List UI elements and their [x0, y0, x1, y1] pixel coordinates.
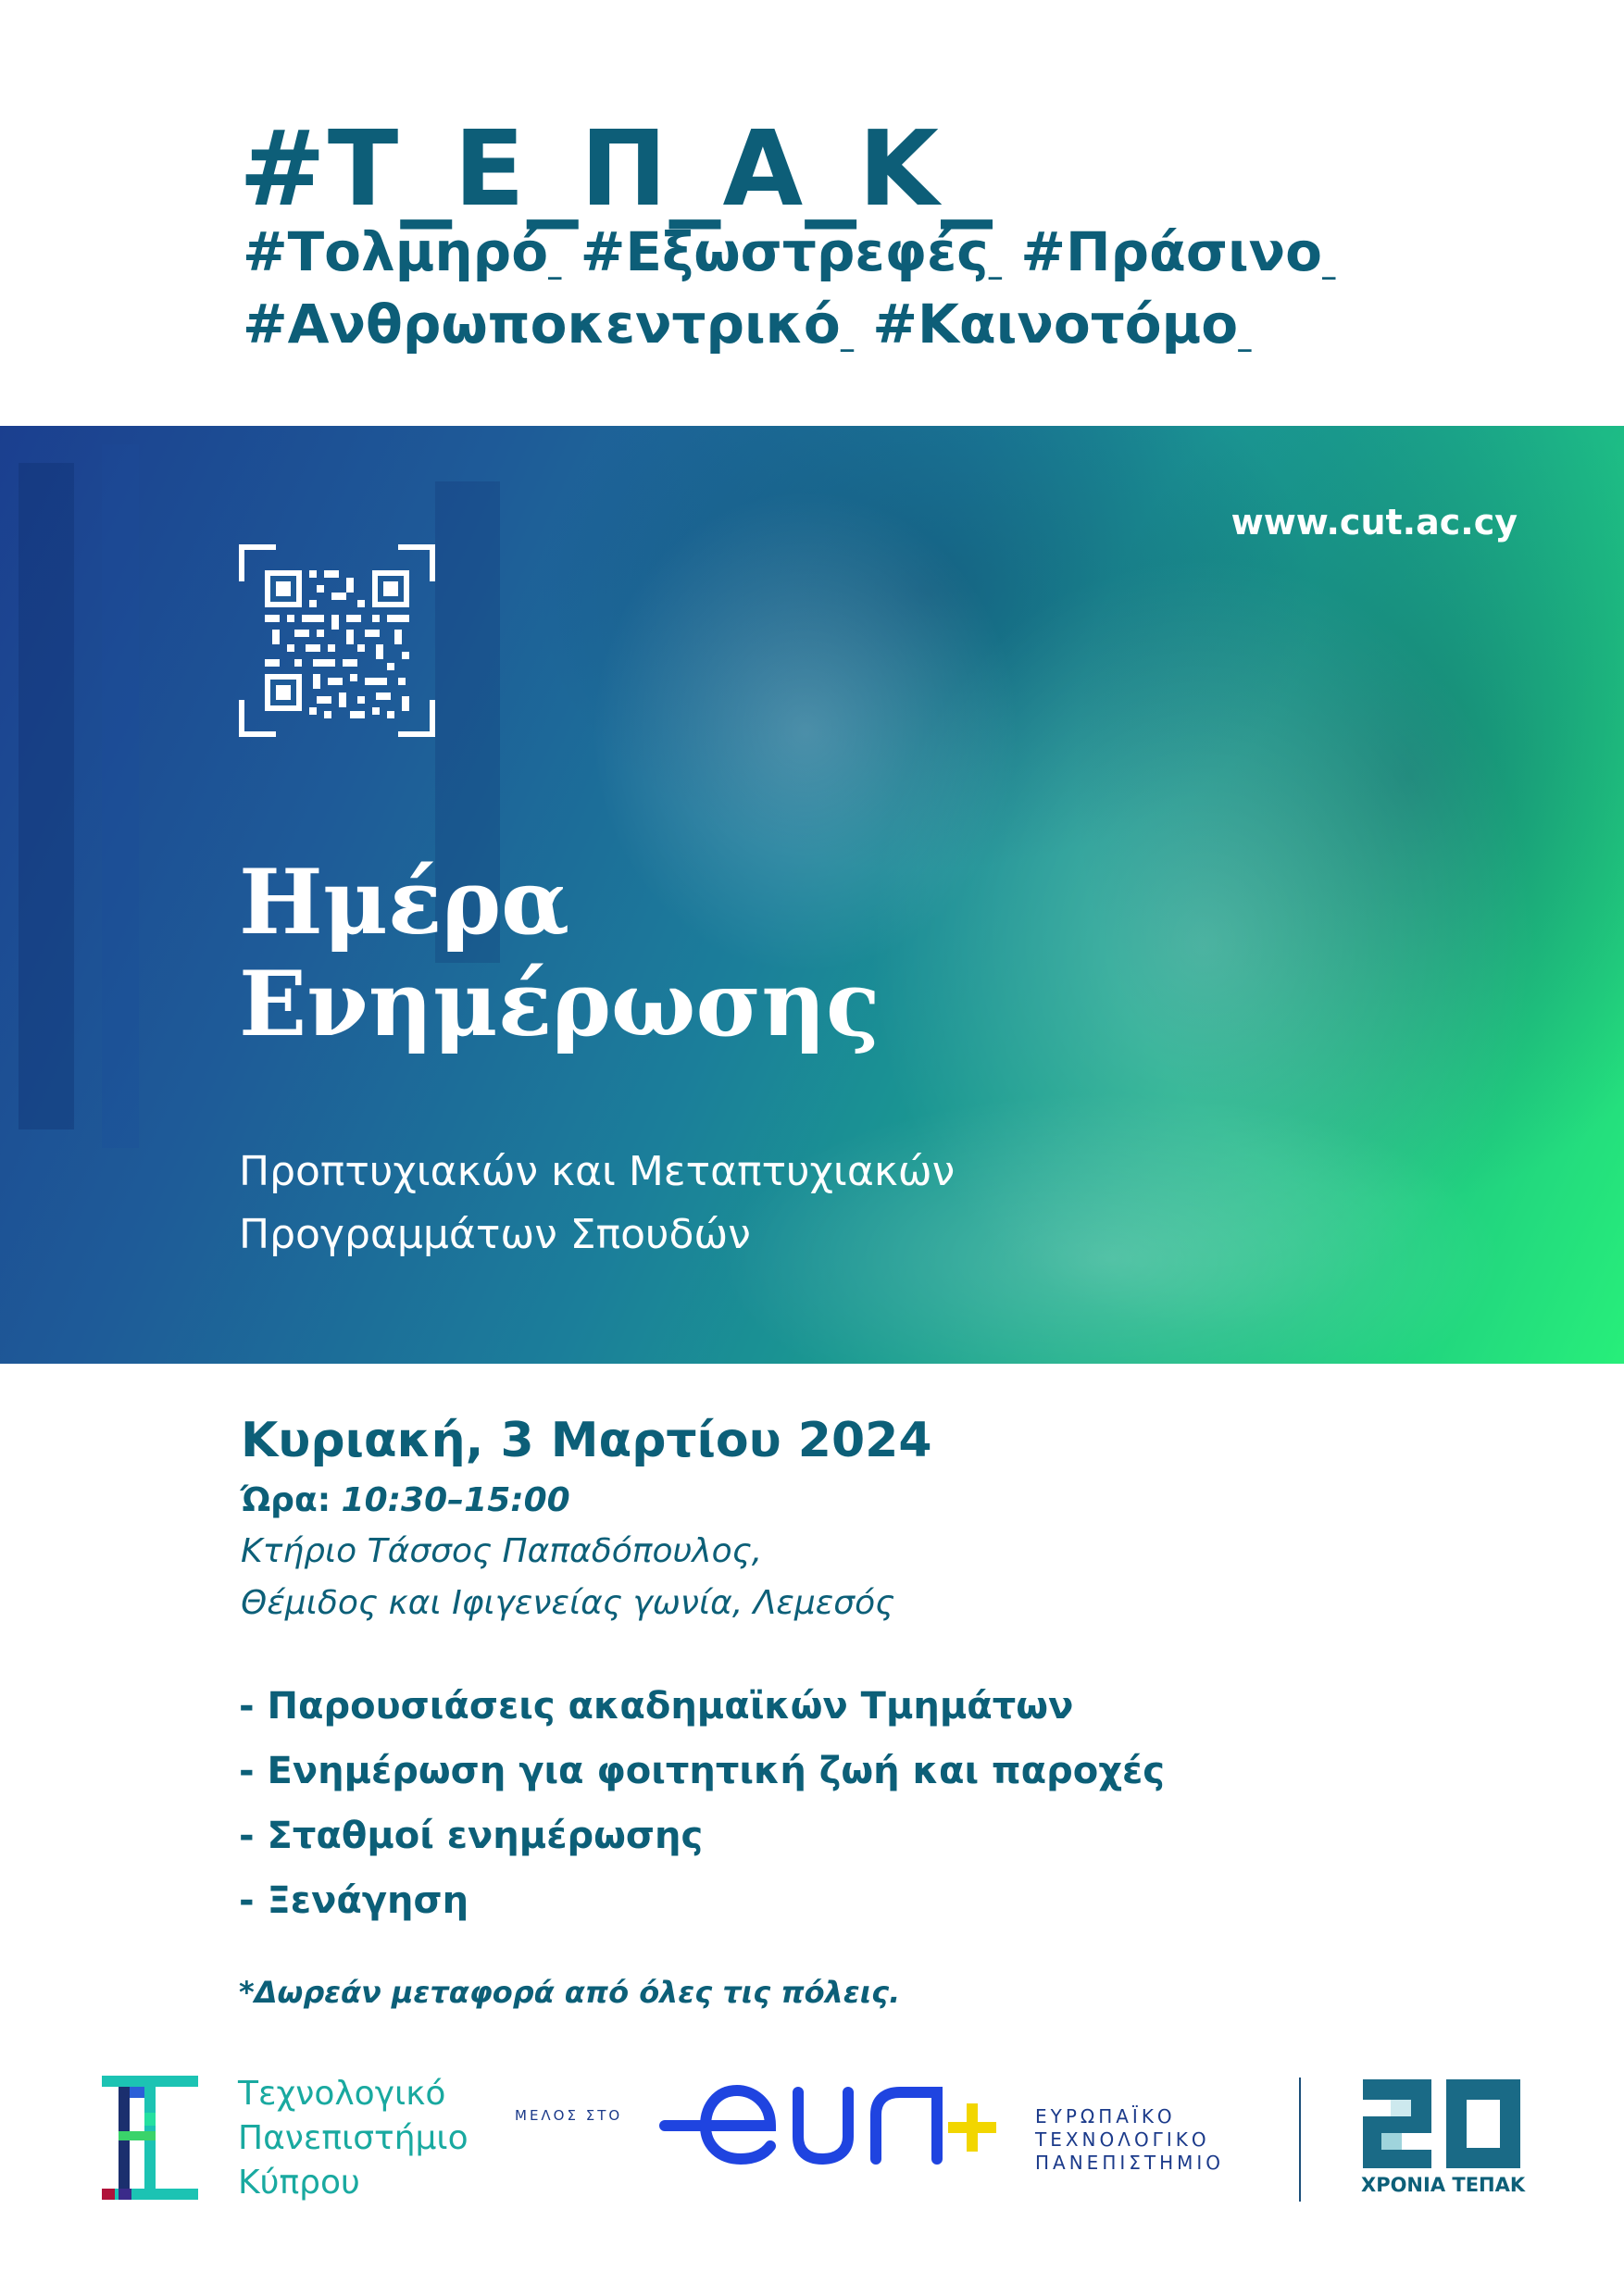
event-title	[239, 852, 880, 1055]
anniversary-20-logo-icon	[1363, 2079, 1520, 2168]
hashtag: #Καινοτόμο	[872, 293, 1239, 356]
event-subtitle-line-1: Προπτυχιακών και Μεταπτυχιακών	[239, 1148, 956, 1195]
time-label: Ώρα:	[241, 1481, 331, 1519]
footer-divider	[1299, 2078, 1301, 2202]
list-item: - Παρουσιάσεις ακαδημαϊκών Τμημάτων	[239, 1685, 1074, 1728]
event-subtitle	[239, 1141, 955, 1267]
qr-code-icon[interactable]	[239, 544, 435, 737]
hashtag: #Εξωστρεφές	[580, 220, 989, 283]
list-item: - Σταθμοί ενημέρωσης	[239, 1815, 704, 1857]
hashtags-line-1: #Τολμηρό_ #Εξωστρεφές_ #Πράσινο_	[243, 220, 1336, 283]
event-time	[241, 1481, 570, 1519]
eut-logo-icon	[659, 2081, 1017, 2166]
anniversary-caption: ΧΡΟΝΙΑ ΤΕΠΑΚ	[1361, 2174, 1526, 2196]
time-value: 10:30–15:00	[341, 1481, 570, 1519]
hashtag: #Ανθρωποκεντρικό	[243, 293, 841, 356]
list-item: - Ενημέρωση για φοιτητική ζωή και παροχές	[239, 1750, 1165, 1792]
event-title-line-1: Ημέρα	[239, 850, 570, 955]
member-label: ΜΕΛΟΣ ΣΤΟ	[515, 2107, 623, 2124]
venue-line-2: Θέμιδος και Ιφιγενείας γωνία, Λεμεσός	[241, 1584, 895, 1622]
venue-line-1: Κτήριο Τάσσος Παπαδόπουλος,	[241, 1532, 763, 1570]
free-transport-note: *Δωρεάν μεταφορά από όλες τις πόλεις.	[239, 1975, 901, 2010]
main-hashtag: #Τ_Ε_Π_Α_Κ_	[239, 109, 994, 230]
event-venue	[241, 1526, 894, 1629]
eut-name: ΕΥΡΩΠΑΪΚΟ ΤΕΧΝΟΛΟΓΙΚΟ ΠΑΝΕΠΙΣΤΗΜΙΟ	[1035, 2105, 1225, 2174]
event-date: Κυριακή, 3 Μαρτίου 2024	[241, 1413, 932, 1468]
hashtag: #Πράσινο	[1020, 220, 1323, 283]
hashtag: #Τολμηρό	[243, 220, 549, 283]
activities-list	[239, 1674, 1165, 1933]
list-item: - Ξενάγηση	[239, 1879, 469, 1922]
cut-logo-icon	[102, 2076, 198, 2200]
event-subtitle-line-2: Προγραμμάτων Σπουδών	[239, 1211, 751, 1258]
website-url[interactable]: www.cut.ac.cy	[1230, 502, 1518, 543]
university-name: Τεχνολογικό Πανεπιστήμιο Κύπρου	[238, 2075, 468, 2202]
hashtags-line-2: #Ανθρωποκεντρικό_ #Καινοτόμο_	[243, 293, 1252, 356]
event-title-line-2: Ενημέρωσης	[239, 952, 881, 1056]
